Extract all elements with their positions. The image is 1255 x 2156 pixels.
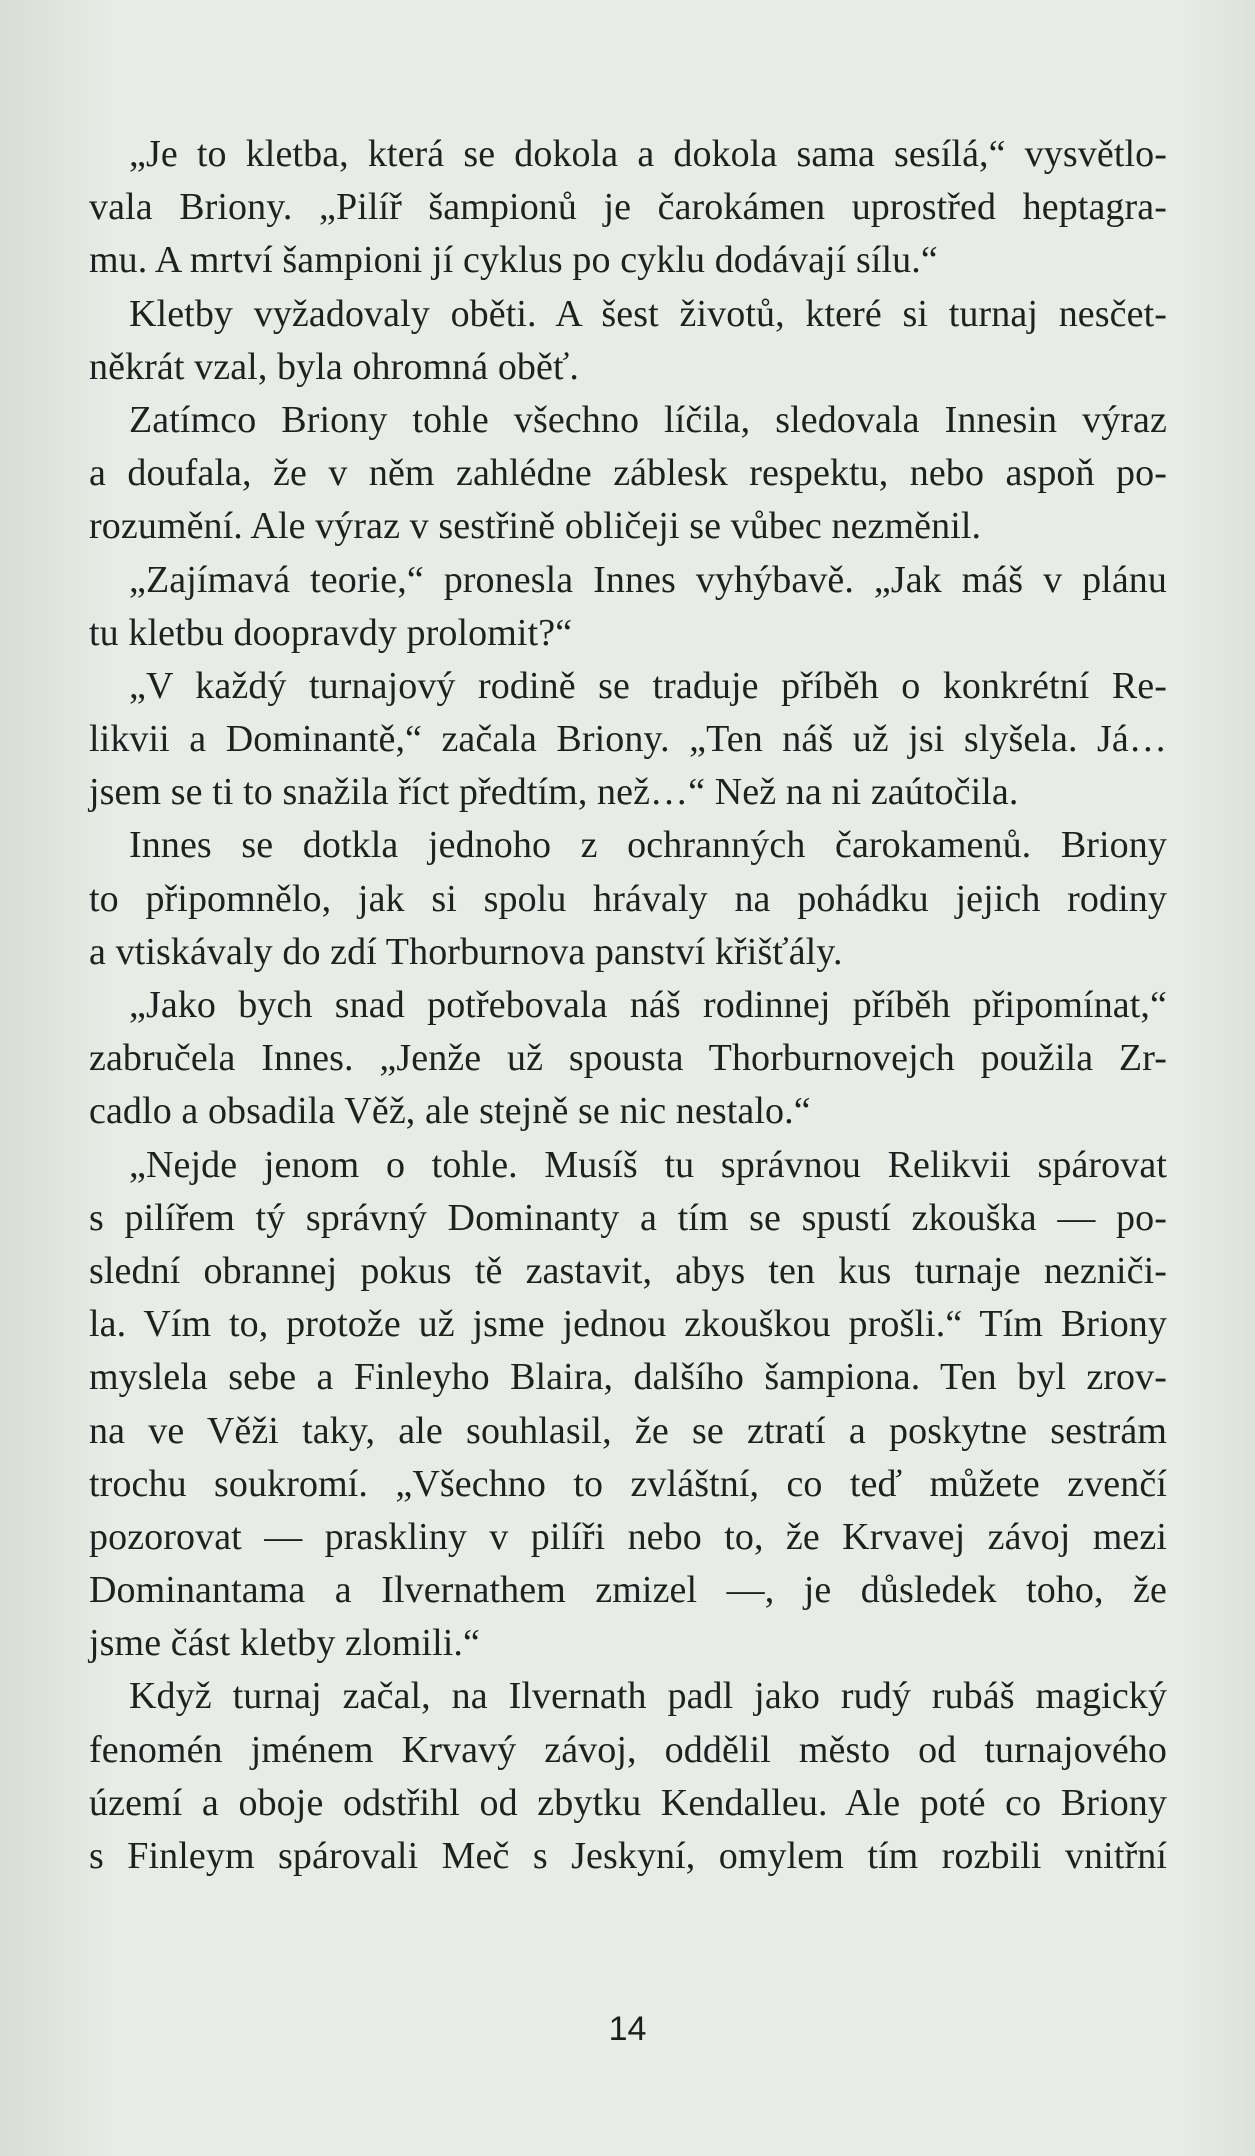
text-line: mu. A mrtví šampioni jí cyklus po cyklu dodávají sílu.“: [89, 239, 938, 282]
page-number: 14: [608, 2010, 647, 2048]
text-line: trochu soukromí. „Všechno to zvláštní, co teď můžete zvenčí: [89, 1462, 1167, 1505]
text-line: likvii a Dominantě,“ začala Briony. „Ten náš už jsi slyšela. Já…: [89, 718, 1167, 761]
text-line: vala Briony. „Pilíř šampionů je čarokámen uprostřed heptagra-: [89, 186, 1167, 229]
text-line: Zatímco Briony tohle všechno líčila, sledovala Innesin výraz: [129, 398, 1167, 441]
text-line: jsem se ti to snažila říct předtím, než…“ Než na ni zaútočila.: [89, 771, 1019, 814]
text-line: zabručela Innes. „Jenže už spousta Thorburnovejch použila Zr-: [89, 1037, 1167, 1080]
text-line: „V každý turnajový rodině se traduje příběh o konkrétní Re-: [129, 664, 1167, 707]
body-text: [89, 128, 1167, 1883]
text-line: s Finleym spárovali Meč s Jeskyní, omylem tím rozbili vnitřní: [89, 1835, 1167, 1877]
text-line: cadlo a obsadila Věž, ale stejně se nic nestalo.“: [89, 1090, 811, 1133]
text-line: fenomén jménem Krvavý závoj, oddělil město od turnajového: [89, 1728, 1167, 1771]
text-line: a vtiskávaly do zdí Thorburnova panství křišťály.: [89, 930, 843, 973]
text-line: jsme část kletby zlomili.“: [89, 1622, 480, 1665]
text-line: tu kletbu doopravdy prolomit?“: [89, 611, 573, 654]
text-line: „Jako bych snad potřebovala náš rodinnej příběh připomínat,“: [129, 984, 1167, 1026]
text-line: někrát vzal, byla ohromná oběť.: [89, 345, 579, 388]
text-line: myslela sebe a Finleyho Blaira, dalšího šampiona. Ten byl zrov-: [89, 1356, 1167, 1399]
text-line: to připomnělo, jak si spolu hrávaly na pohádku jejich rodiny: [89, 877, 1167, 920]
text-line: rozumění. Ale výraz v sestřině obličeji se vůbec nezměnil.: [89, 505, 982, 548]
text-line: „Nejde jenom o tohle. Musíš tu správnou Relikvii spárovat: [129, 1143, 1167, 1186]
text-line: slední obrannej pokus tě zastavit, abys ten kus turnaje nezniči-: [89, 1249, 1167, 1292]
text-line: „Zajímavá teorie,“ pronesla Innes vyhýbavě. „Jak máš v plánu: [129, 558, 1167, 601]
text-line: území a oboje odstřihl od zbytku Kendalleu. Ale poté co Briony: [89, 1781, 1167, 1824]
text-line: pozorovat — praskliny v pilíři nebo to, že Krvavej závoj mezi: [89, 1515, 1167, 1558]
text-line: na ve Věži taky, ale souhlasil, že se ztratí a poskytne sestrám: [89, 1409, 1167, 1452]
text-line: la. Vím to, protože už jsme jednou zkouškou prošli.“ Tím Briony: [89, 1303, 1167, 1346]
text-line: Dominantama a Ilvernathem zmizel —, je důsledek toho, že: [89, 1569, 1167, 1612]
text-line: s pilířem tý správný Dominanty a tím se spustí zkouška — po-: [89, 1196, 1167, 1239]
text-line: Když turnaj začal, na Ilvernath padl jako rudý rubáš magický: [129, 1675, 1167, 1718]
text-line: Kletby vyžadovaly oběti. A šest životů, které si turnaj nesčet-: [129, 292, 1167, 335]
text-line: Innes se dotkla jednoho z ochranných čarokamenů. Briony: [129, 824, 1167, 867]
text-line: „Je to kletba, která se dokola a dokola sama sesílá,“ vysvětlo-: [129, 133, 1167, 175]
text-line: a doufala, že v něm zahlédne záblesk respektu, nebo aspoň po-: [89, 452, 1167, 495]
